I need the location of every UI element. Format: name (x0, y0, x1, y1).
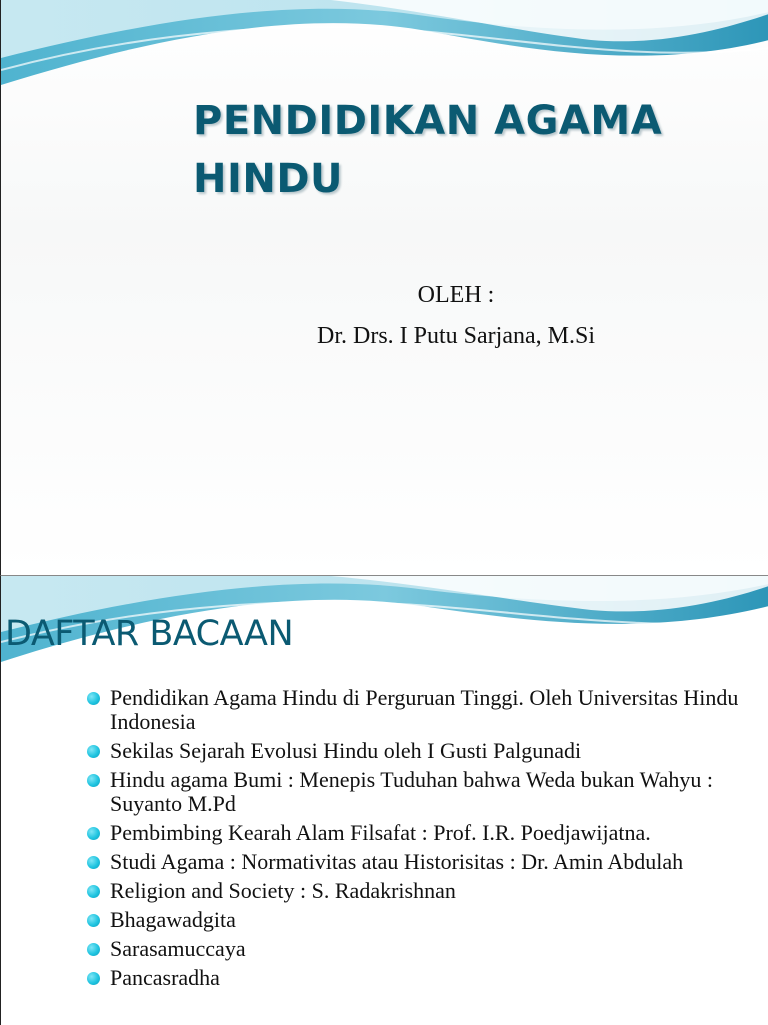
reading-list-slide (0, 575, 768, 1025)
slide-title: PENDIDIKAN AGAMA HINDU (193, 98, 663, 202)
bullet-icon (87, 972, 100, 985)
list-item: Pembimbing Kearah Alam Filsafat : Prof. I.R. Poedjawijatna. (85, 821, 765, 845)
author-name: Dr. Drs. I Putu Sarjana, M.Si (317, 323, 595, 349)
bullet-icon (87, 943, 100, 956)
list-item: Bhagawadgita (85, 908, 765, 932)
list-item: Pendidikan Agama Hindu di Perguruan Tinggi. Oleh Universitas Hindu Indonesia (85, 686, 765, 734)
header-wave-decoration (1, 0, 768, 95)
bullet-icon (87, 774, 100, 787)
bullet-icon (87, 856, 100, 869)
reading-list (85, 686, 765, 995)
reading-list-title: DAFTAR BACAAN (5, 614, 294, 654)
list-item: Religion and Society : S. Radakrishnan (85, 879, 765, 903)
bullet-icon (87, 745, 100, 758)
list-item: Sekilas Sejarah Evolusi Hindu oleh I Gusti Palgunadi (85, 739, 765, 763)
list-item: Pancasradha (85, 966, 765, 990)
bullet-icon (87, 827, 100, 840)
bullet-icon (87, 914, 100, 927)
author-label: OLEH : (417, 282, 495, 308)
list-item: Studi Agama : Normativitas atau Historisitas : Dr. Amin Abdulah (85, 850, 765, 874)
bullet-icon (87, 692, 100, 705)
list-item: Hindu agama Bumi : Menepis Tuduhan bahwa Weda bukan Wahyu : Suyanto M.Pd (85, 768, 765, 816)
bullet-icon (87, 885, 100, 898)
list-item: Sarasamuccaya (85, 937, 765, 961)
